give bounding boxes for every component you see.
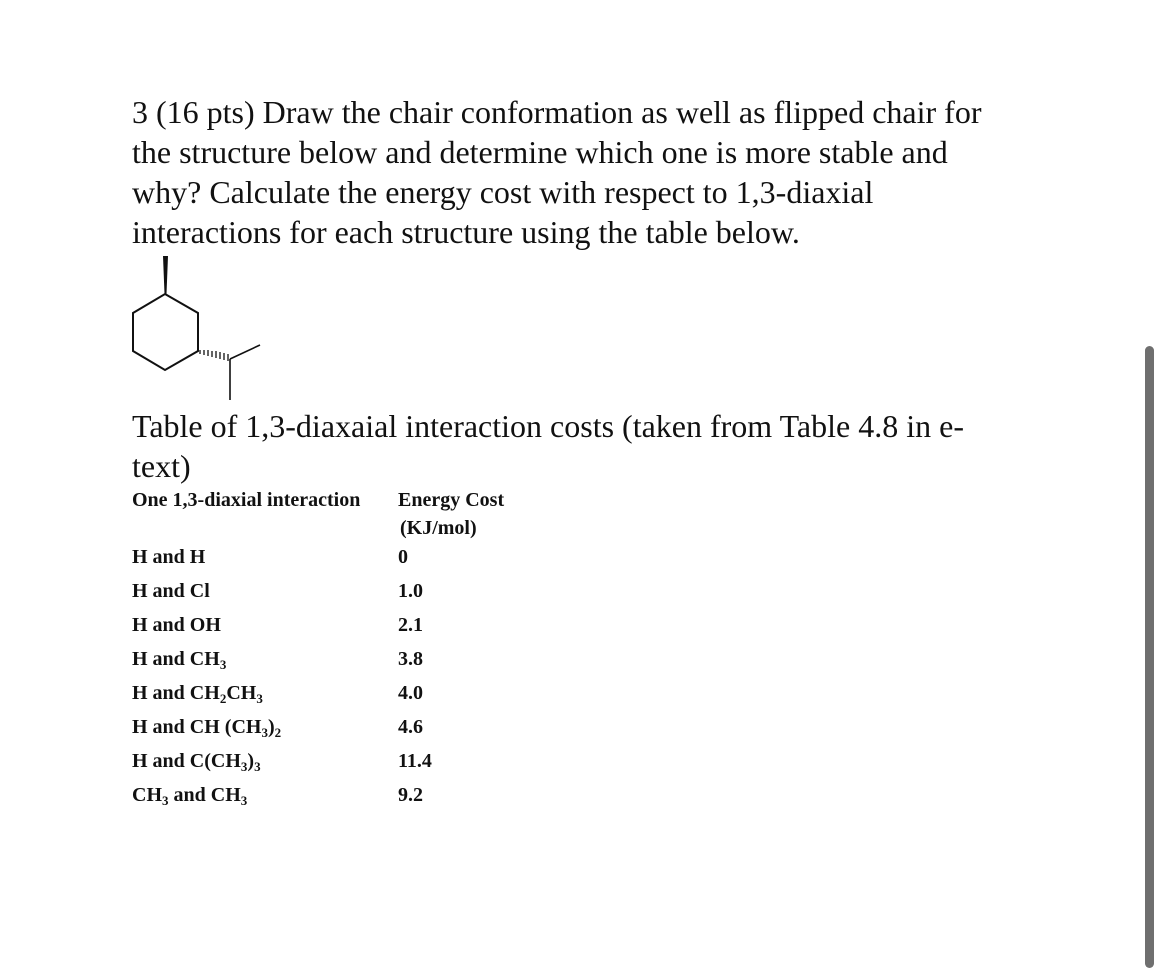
energy-cost: 9.2 [398,784,423,806]
cyclohexane-skeletal-structure-icon [120,250,280,410]
energy-cost: 0 [398,546,408,568]
table-row [132,710,432,744]
energy-cost: 1.0 [398,580,423,602]
interaction-pair: H and H [132,546,206,568]
table-row [132,744,432,778]
column-header-energy-line2: (KJ/mol) [400,517,477,539]
table-row [132,676,432,710]
question-text: 3 (16 pts) Draw the chair conformation as well as flipped chair for the structure below and determine which one is more stable and why? Calculate the energy cost with respect to 1,3-diaxial interactions for each structure using the table below. [132,94,982,250]
energy-cost: 4.6 [398,716,423,738]
table-row [132,540,432,574]
energy-cost: 4.0 [398,682,423,704]
table-row [132,642,432,676]
table-row [132,574,432,608]
interaction-pair: H and OH [132,614,221,636]
vertical-scrollbar[interactable] [1145,346,1154,968]
hashed-bond [200,350,228,361]
interaction-pair: H and CH $(CH_3)_2$ [132,716,282,740]
interaction-pair: H and Cl [132,580,210,602]
interaction-pair: $CH_3$ and $CH_3$ [132,784,248,808]
cyclohexane-ring [133,294,198,370]
interaction-pair: H and $CH_3$ [132,648,227,672]
energy-cost: 2.1 [398,614,423,636]
table-row [132,778,432,812]
table-row [132,608,432,642]
column-header-energy-line1: Energy Cost [398,489,505,511]
column-header-interaction: One 1,3-diaxial interaction [132,489,361,511]
interaction-pair: H and $C(CH_3)_3$ [132,750,261,774]
table-title: Table of 1,3-diaxaial interaction costs (taken from Table 4.8 in e-text) [132,408,964,484]
interaction-pair: H and $CH_2CH_3$ [132,682,263,706]
wedge-bond [163,256,168,294]
energy-cost: 3.8 [398,648,423,670]
isopropyl-branch-up [230,345,260,359]
column-header-energy [398,486,504,542]
interaction-cost-table [132,540,432,812]
energy-cost: 11.4 [398,750,432,772]
